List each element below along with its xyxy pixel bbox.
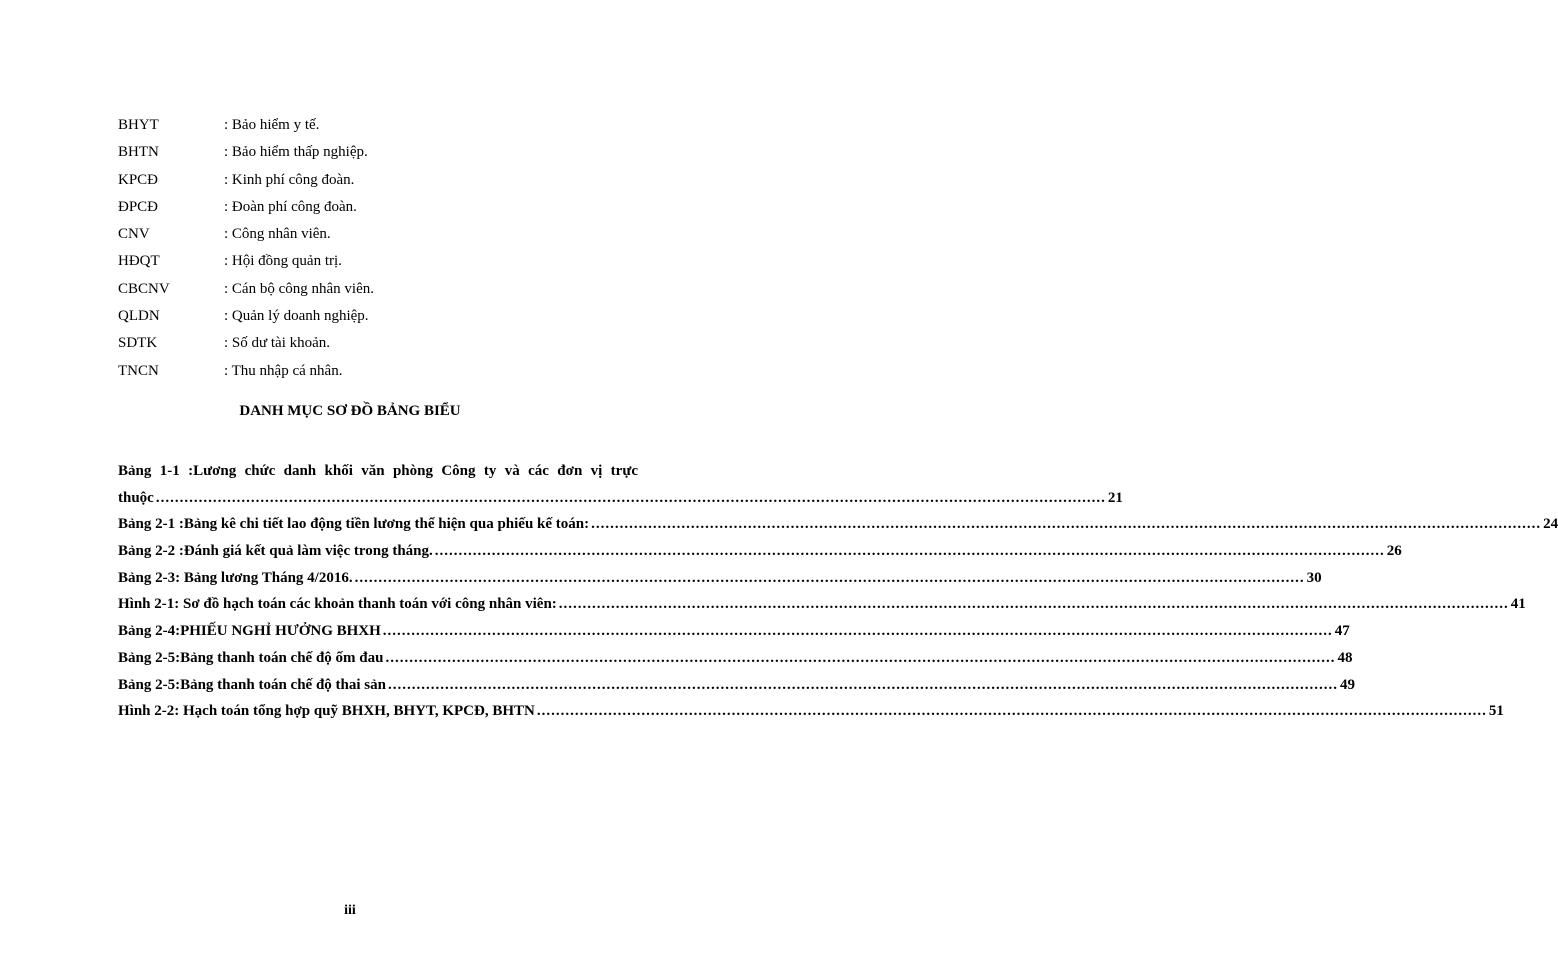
toc-entry-title: Bảng 2-3: Bảng lương Tháng 4/2016. bbox=[118, 569, 353, 586]
abbreviation-list bbox=[118, 112, 618, 385]
abbreviation-code: TNCN bbox=[118, 362, 159, 379]
abbreviation-code: ĐPCĐ bbox=[118, 198, 159, 215]
toc-entry-title: Bảng 2-5:Bảng thanh toán chế độ ốm đau bbox=[118, 649, 384, 666]
abbreviation-description: : Kinh phí công đoàn. bbox=[224, 171, 355, 188]
abbreviation-description: : Quản lý doanh nghiệp. bbox=[224, 308, 369, 325]
abbreviation-row bbox=[118, 303, 618, 330]
toc-entry[interactable] bbox=[118, 698, 1504, 725]
abbreviation-description: : Đoàn phí công đoàn. bbox=[224, 198, 357, 215]
abbreviation-row bbox=[118, 167, 618, 194]
toc-dot-leader: ........................................................................................................................................................................................................ bbox=[434, 543, 1385, 560]
toc-page-number: 47 bbox=[1334, 623, 1350, 640]
abbreviation-code: SDTK bbox=[118, 335, 158, 352]
toc-page-number: 26 bbox=[1386, 543, 1402, 560]
toc-dot-leader: ........................................................................................................................................................................................................ bbox=[385, 649, 1336, 666]
toc-dot-leader: ........................................................................................................................................................................................................ bbox=[354, 569, 1305, 586]
toc-entry[interactable] bbox=[118, 565, 1322, 592]
toc-entry-title: Bảng 2-4:PHIẾU NGHỈ HƯỞNG BHXH bbox=[118, 623, 381, 640]
abbreviation-code: QLDN bbox=[118, 308, 160, 325]
abbreviation-code: CBCNV bbox=[118, 280, 170, 297]
abbreviation-row bbox=[118, 248, 618, 275]
abbreviation-code: BHYT bbox=[118, 117, 159, 133]
toc-entry[interactable] bbox=[118, 645, 1353, 672]
toc-entry[interactable] bbox=[118, 618, 1350, 645]
abbreviation-code: CNV bbox=[118, 226, 150, 243]
abbreviation-description: : Cán bộ công nhân viên. bbox=[224, 280, 374, 297]
toc-entry-title: Bảng 2-5:Bảng thanh toán chế độ thai sản bbox=[118, 676, 386, 693]
toc-entry-title: Bảng 2-1 :Bảng kê chi tiết lao động tiền lương thể hiện qua phiếu kế toán: bbox=[118, 516, 590, 533]
abbreviation-row bbox=[118, 112, 618, 139]
toc-entry[interactable] bbox=[118, 672, 1355, 699]
toc-dot-leader: ........................................................................................................................................................................................................ bbox=[536, 703, 1487, 720]
abbreviation-description: : Hội đồng quản trị. bbox=[224, 253, 342, 270]
abbreviation-row bbox=[118, 194, 618, 221]
abbreviation-code: KPCĐ bbox=[118, 171, 159, 188]
table-of-figures bbox=[118, 458, 1558, 725]
toc-entry[interactable] bbox=[118, 591, 1526, 618]
abbreviation-row bbox=[118, 221, 618, 248]
toc-dot-leader: ........................................................................................................................................................................................................ bbox=[155, 489, 1106, 506]
toc-page-number: 21 bbox=[1107, 489, 1123, 506]
toc-entry[interactable] bbox=[118, 511, 1558, 538]
toc-entry-title: Bảng 1-1 :Lương chức danh khối văn phòng Công ty và các đơn vị trực bbox=[118, 463, 638, 479]
page-number: iii bbox=[344, 903, 356, 918]
toc-dot-leader: ........................................................................................................................................................................................................ bbox=[387, 676, 1338, 693]
toc-page-number: 49 bbox=[1339, 676, 1355, 693]
abbreviation-row bbox=[118, 139, 618, 166]
abbreviation-description: : Công nhân viên. bbox=[224, 226, 331, 243]
toc-entry-title: thuộc bbox=[118, 489, 154, 506]
toc-entry[interactable] bbox=[118, 538, 1402, 565]
abbreviation-description: : Thu nhập cá nhân. bbox=[224, 362, 343, 379]
toc-entry-title: Bảng 2-2 :Đánh giá kết quả làm việc trong tháng. bbox=[118, 543, 433, 560]
toc-entry-continued-line[interactable] bbox=[118, 458, 638, 485]
toc-entry-title: Hình 2-1: Sơ đồ hạch toán các khoản thanh toán với công nhân viên: bbox=[118, 596, 557, 613]
toc-entry-title: Hình 2-2: Hạch toán tổng hợp quỹ BHXH, BHYT, KPCĐ, BHTN bbox=[118, 703, 535, 720]
abbreviation-row bbox=[118, 358, 618, 385]
abbreviation-code: BHTN bbox=[118, 144, 159, 161]
toc-page-number: 24 bbox=[1543, 516, 1558, 533]
toc-entry[interactable] bbox=[118, 485, 1123, 512]
section-title: DANH MỤC SƠ ĐỒ BẢNG BIỂU bbox=[239, 403, 461, 419]
toc-page-number: 48 bbox=[1337, 649, 1353, 666]
abbreviation-row bbox=[118, 330, 618, 357]
abbreviation-code: HĐQT bbox=[118, 253, 160, 270]
toc-dot-leader: ........................................................................................................................................................................................................ bbox=[591, 516, 1542, 533]
abbreviation-description: : Bảo hiểm thấp nghiệp. bbox=[224, 144, 368, 161]
abbreviation-description: : Số dư tài khoản. bbox=[224, 335, 331, 352]
abbreviation-description: : Bảo hiểm y tế. bbox=[224, 117, 320, 133]
toc-dot-leader: ........................................................................................................................................................................................................ bbox=[558, 596, 1509, 613]
toc-page-number: 41 bbox=[1510, 596, 1526, 613]
abbreviation-row bbox=[118, 276, 618, 303]
toc-page-number: 51 bbox=[1488, 703, 1504, 720]
toc-page-number: 30 bbox=[1306, 569, 1322, 586]
toc-dot-leader: ........................................................................................................................................................................................................ bbox=[382, 623, 1333, 640]
